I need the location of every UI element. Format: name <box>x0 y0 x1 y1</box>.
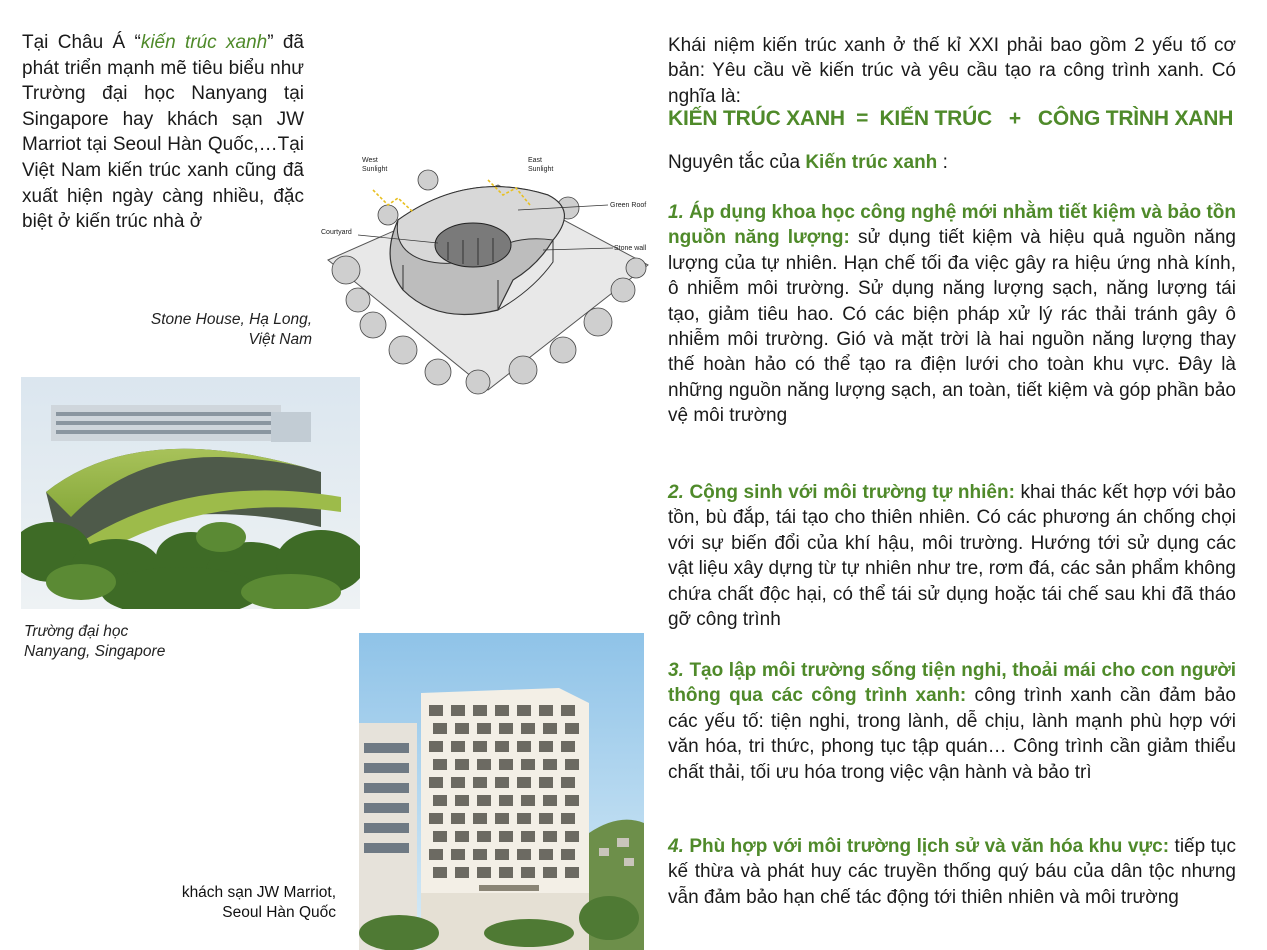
label-courtyard: Courtyard <box>321 229 352 236</box>
principle-3 <box>668 658 1236 785</box>
label-stone-wall: Stone wall <box>614 245 647 252</box>
nanyang-photo <box>21 377 360 609</box>
label-east-sunlight: East Sunlight <box>528 157 554 173</box>
principle-3-title: Tạo lập môi trường sống tiện nghi, thoải mái cho con người thông qua các công trình xanh: <box>668 660 1236 707</box>
label-green-roof: Green Roof <box>610 202 647 209</box>
principle-1-title: Áp dụng khoa học công nghệ mới nhằm tiết kiệm và bảo tồn nguồn năng lượng: <box>668 202 1236 249</box>
principle-2-title: Cộng sinh với môi trường tự nhiên: <box>683 482 1015 503</box>
principles-heading-highlight: Kiến trúc xanh <box>805 152 938 173</box>
intro-paragraph <box>22 30 304 235</box>
principle-4-title: Phù hợp với môi trường lịch sử và văn hóa khu vực: <box>683 836 1170 857</box>
caption-marriott-line1: khách sạn JW Marriot, <box>181 884 336 901</box>
caption-marriott <box>130 883 336 923</box>
principle-2-number: 2. <box>668 482 684 503</box>
marriott-photo <box>359 633 644 950</box>
caption-marriott-line2: Seoul Hàn Quốc <box>222 904 336 921</box>
intro-highlight: kiến trúc xanh <box>140 32 268 53</box>
caption-nanyang <box>24 622 224 662</box>
principles-heading <box>668 150 1236 175</box>
intro-text-rest: ” đã phát triển mạnh mẽ tiêu biểu như Trường đại học Nanyang tại Singapore hay khách sạn JW Marriot tại Seoul Hàn Quốc,…Tại Việt Nam kiến trúc xanh cũng đã xuất hiện ngày càng nhiều, đặc biệt ở kiến trúc nhà ở <box>22 32 304 233</box>
principle-2-body: khai thác kết hợp với bảo tồn, bù đắp, tái tạo cho thiên nhiên. Có các phương án chống chọi với sự biến đổi của khí hậu, môi trường. Hướng tới sử dụng các vật liệu xây dựng từ tự nhiên như tre, rơm đá, các sản phẩm không chứa chất độc hại, có thể tái sử dụng hoặc tái chế sau khi đã tháo gỡ công trình <box>668 482 1236 631</box>
caption-nanyang-line2: Nanyang, Singapore <box>24 643 166 660</box>
caption-stone-house-line2: Việt Nam <box>248 331 312 348</box>
principle-1 <box>668 200 1236 429</box>
caption-nanyang-line1: Trường đại học <box>24 623 129 640</box>
principle-1-body: sử dụng tiết kiệm và hiệu quả nguồn năng lượng của tự nhiên. Hạn chế tối đa việc gây ra hiệu ứng nhà kính, ô nhiễm môi trường. Sử dụng năng lượng sạch, năng lượng tái tạo, giảm tiêu hao. Có các biện pháp xử lý rác thải tránh gây ô nhiễm môi trường. Gió và mặt trời là hai nguồn năng lượng thay thế hoàn hảo có thể tạo ra điện lưới cho toàn khu vực. Đây là những nguồn năng lượng sạch, an toàn, tiết kiệm và góp phần bảo vệ môi trường <box>668 227 1237 427</box>
principle-4-number: 4. <box>668 836 684 857</box>
principles-heading-text: Nguyên tắc của <box>668 152 806 173</box>
concept-paragraph: Khái niệm kiến trúc xanh ở thế kỉ XXI phải bao gồm 2 yếu tố cơ bản: Yêu cầu về kiến trúc và yêu cầu tạo ra công trình xanh. Có nghĩa là: <box>668 35 1236 107</box>
principles-heading-end: : <box>937 152 948 173</box>
principle-2 <box>668 480 1236 632</box>
principle-1-number: 1. <box>668 202 684 223</box>
formula-line: KIẾN TRÚC XANH = KIẾN TRÚC + CÔNG TRÌNH XANH <box>668 107 1234 130</box>
caption-stone-house <box>110 310 312 350</box>
principle-4-body: tiếp tục kế thừa và phát huy các truyền thống quý báu của dân tộc nhưng vẫn đảm bảo hạn chế tác động tới thiên nhiên và môi trường <box>668 836 1236 908</box>
intro-text-start: Tại Châu Á “ <box>22 32 141 53</box>
principle-4 <box>668 834 1236 910</box>
principle-3-body: công trình xanh cần đảm bảo các yếu tố: tiện nghi, trong lành, dễ chịu, lành mạnh phù hợp với văn hóa, tri thức, phong tục tập quán… Công trình cần giảm thiểu chất thải, tối ưu hóa trong việc vận hành và bảo trì <box>668 685 1236 783</box>
caption-stone-house-line1: Stone House, Hạ Long, <box>150 311 312 328</box>
label-west-sunlight: West Sunlight <box>362 157 388 173</box>
principle-3-number: 3. <box>668 660 684 681</box>
stone-house-diagram <box>318 150 652 395</box>
